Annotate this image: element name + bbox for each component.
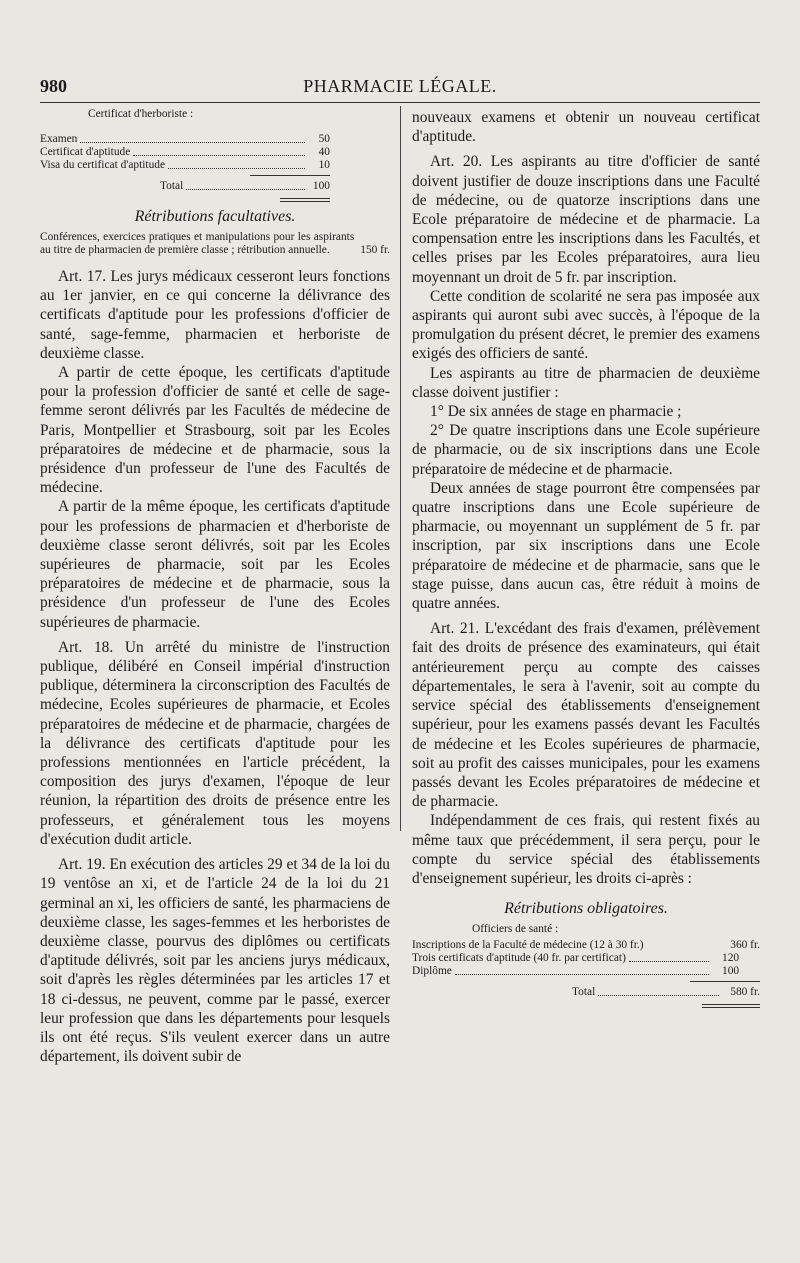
fee-row — [40, 133, 330, 146]
article-17: Art. 17. Les jurys médicaux cesseront leurs fonctions au 1er janvier, en ce qui concerne la délivrance des certificats d'aptitude pour les professions d'officier de santé, sage-femme, pharmacien et herboriste de deuxième classe. — [40, 268, 390, 362]
fee-label: Visa du certificat d'aptitude — [40, 159, 166, 171]
total-row — [40, 180, 330, 193]
fee-row — [40, 159, 330, 172]
fee-row — [412, 965, 760, 978]
herboriste-fee-table — [40, 133, 330, 202]
fee-label: Inscriptions de la Faculté de médecine (12 à 30 fr.) — [412, 939, 644, 952]
column-divider — [400, 106, 401, 831]
paragraph: Indépendamment de ces frais, qui restent fixés au même taux que précédemment, il sera perçu, pour le compte du service spécial des établissements d'enseignement supérieur, les droits ci-après : — [412, 812, 760, 887]
dot-leader — [133, 155, 305, 156]
fee-row — [412, 952, 760, 965]
total-label: Total — [160, 180, 184, 192]
article-21: Art. 21. L'excédant des frais d'examen, prélèvement fait des droits de présence des examinateurs, qui était antérieurement perçu au compte des caisses départementales, le sera à l'avenir, soit au compte du service spécial des établissements d'enseignement supérieur, pour les examens passés devant les Facultés de médecine et les Ecoles supérieures de pharmacie, soit au profit des caisses municipales, pour les examens passés devant les Ecoles préparatoires de médecine et de pharmacie. — [412, 620, 760, 811]
fee-value: 100 — [722, 965, 740, 978]
paragraph: Les aspirants au titre de pharmacien de deuxième classe doivent justifier : — [412, 364, 760, 401]
article-19: Art. 19. En exécution des articles 29 et 34 de la loi du 19 ventôse an xi, et de l'article 24 de la loi du 21 germinal an xi, les officiers de santé, les pharmaciens de deuxième classe, les sages-femmes et les herboristes de deuxième classe, pourvus des diplômes ou certificats d'aptitude délivrés, soit par les anciens jurys médicaux, soit d'après les règles déterminées par les articles 17 et 18 ci-dessus, ne peuvent, comme par le passé, exercer leur profession que dans les départements pour lesquels ils ont été reçus. S'ils veulent exercer dans un autre département, ils doivent subir de — [40, 856, 390, 1066]
dot-leader — [629, 961, 709, 962]
conferences-value: 150 fr. — [360, 244, 390, 256]
dot-leader — [80, 142, 305, 143]
total-double-rule — [280, 198, 330, 202]
paragraph: Cette condition de scolarité ne sera pas imposée aux aspirants qui auront subi avec succès, à l'époque de la promulgation du présent décret, le premier des examens exigés des officiers de santé. — [412, 287, 760, 363]
fee-value: 10 — [318, 159, 330, 171]
running-title: PHARMACIE LÉGALE. — [303, 76, 497, 96]
obligatory-fee-table — [412, 939, 760, 1008]
paragraph: nouveaux examens et obtenir un nouveau certificat d'aptitude. — [412, 109, 760, 146]
page-header — [40, 76, 760, 103]
fee-label: Certificat d'aptitude — [40, 146, 131, 158]
section-title: Rétributions obligatoires. — [504, 900, 668, 918]
fee-row — [40, 146, 330, 159]
dot-leader — [455, 974, 709, 975]
sum-rule — [690, 981, 760, 982]
right-column — [412, 108, 760, 1008]
left-column — [40, 108, 390, 1066]
dot-leader — [186, 189, 305, 190]
paragraph: A partir de cette époque, les certificats d'aptitude pour la profession d'officier de santé et celle de sage-femme seront délivrés par les Facultés de médecine de Paris, Montpellier et Strasbourg, soit par les Ecoles préparatoires de médecine et de pharmacie, sous la présidence d'un professeur de l'une des Facultés de médecine. — [40, 364, 390, 497]
fee-label: Diplôme — [412, 965, 452, 978]
fee-label: Trois certificats d'aptitude (40 fr. par certificat) — [412, 952, 626, 965]
sub-title: Officiers de santé : — [472, 923, 559, 936]
section-title: Rétributions facultatives. — [134, 208, 296, 225]
page-number: 980 — [40, 76, 67, 96]
sum-rule — [250, 175, 330, 176]
dot-leader — [168, 168, 305, 169]
fee-row — [412, 939, 760, 952]
fee-value: 40 — [318, 146, 330, 158]
fee-label: Examen — [40, 133, 78, 145]
article-18: Art. 18. Un arrêté du ministre de l'instruction publique, délibéré en Conseil impérial d'instruction publique, déterminera la circonscription des Facultés de médecine, Ecoles supérieures de pharmacie, et Ecoles préparatoires de médecine et de pharmacie, chargées de la délivrance des certificats d'aptitude pour les professions mentionnées en l'article précédent, la composition des jurys d'examen, l'époque de leur réunion, la répartition des droits de présence entre les professeurs, et généralement tous les moyens d'exécution dudit article. — [40, 638, 390, 848]
cert-title: Certificat d'herboriste : — [88, 108, 194, 120]
fee-value: 120 — [722, 952, 740, 965]
list-item: 1° De six années de stage en pharmacie ; — [430, 403, 682, 421]
fee-value: 360 fr. — [730, 939, 760, 952]
total-double-rule — [702, 1004, 760, 1008]
total-value: 580 fr. — [730, 986, 760, 999]
total-row — [412, 986, 760, 999]
total-value: 100 — [312, 180, 330, 192]
article-20: Art. 20. Les aspirants au titre d'officier de santé doivent justifier de douze inscriptions dans une Faculté de médecine, ou de quatorze inscriptions dans une Ecole préparatoire de médecine et de pharmacie. La compensation entre les inscriptions dans les Facultés, et celles prises par les Ecoles préparatoires, aura lieu moyennant un droit de 5 fr. par inscription. — [412, 153, 760, 286]
total-label: Total — [572, 986, 596, 999]
paragraph: A partir de la même époque, les certificats d'aptitude pour les professions de pharmacien et d'herboriste de deuxième classe seront délivrés, soit par les Ecoles supérieures de pharmacie, soit par les Ecoles préparatoires de médecine et de pharmacie, sous la présidence d'un professeur de l'une des Ecoles supérieures de pharmacie. — [40, 498, 390, 631]
fee-value: 50 — [318, 133, 330, 145]
conferences-text: Conférences, exercices pratiques et manipulations pour les aspirants au titre de pharmacien de première classe ; rétribution annuelle. — [40, 231, 355, 256]
list-item: 2° De quatre inscriptions dans une Ecole supérieure de pharmacie, ou de six inscriptions dans une Ecole préparatoire de médecine et de pharmacie. — [412, 422, 760, 478]
paragraph: Deux années de stage pourront être compensées par quatre inscriptions dans une Ecole supérieure de pharmacie, ou moyennant un supplément de 5 fr. par inscription, par six inscriptions dans une Ecole préparatoire de médecine et de pharmacie, sans que le stage puisse, dans aucun cas, être réduit à moins de quatre années. — [412, 479, 760, 613]
dot-leader — [598, 995, 719, 996]
conferences-fee — [40, 231, 390, 257]
